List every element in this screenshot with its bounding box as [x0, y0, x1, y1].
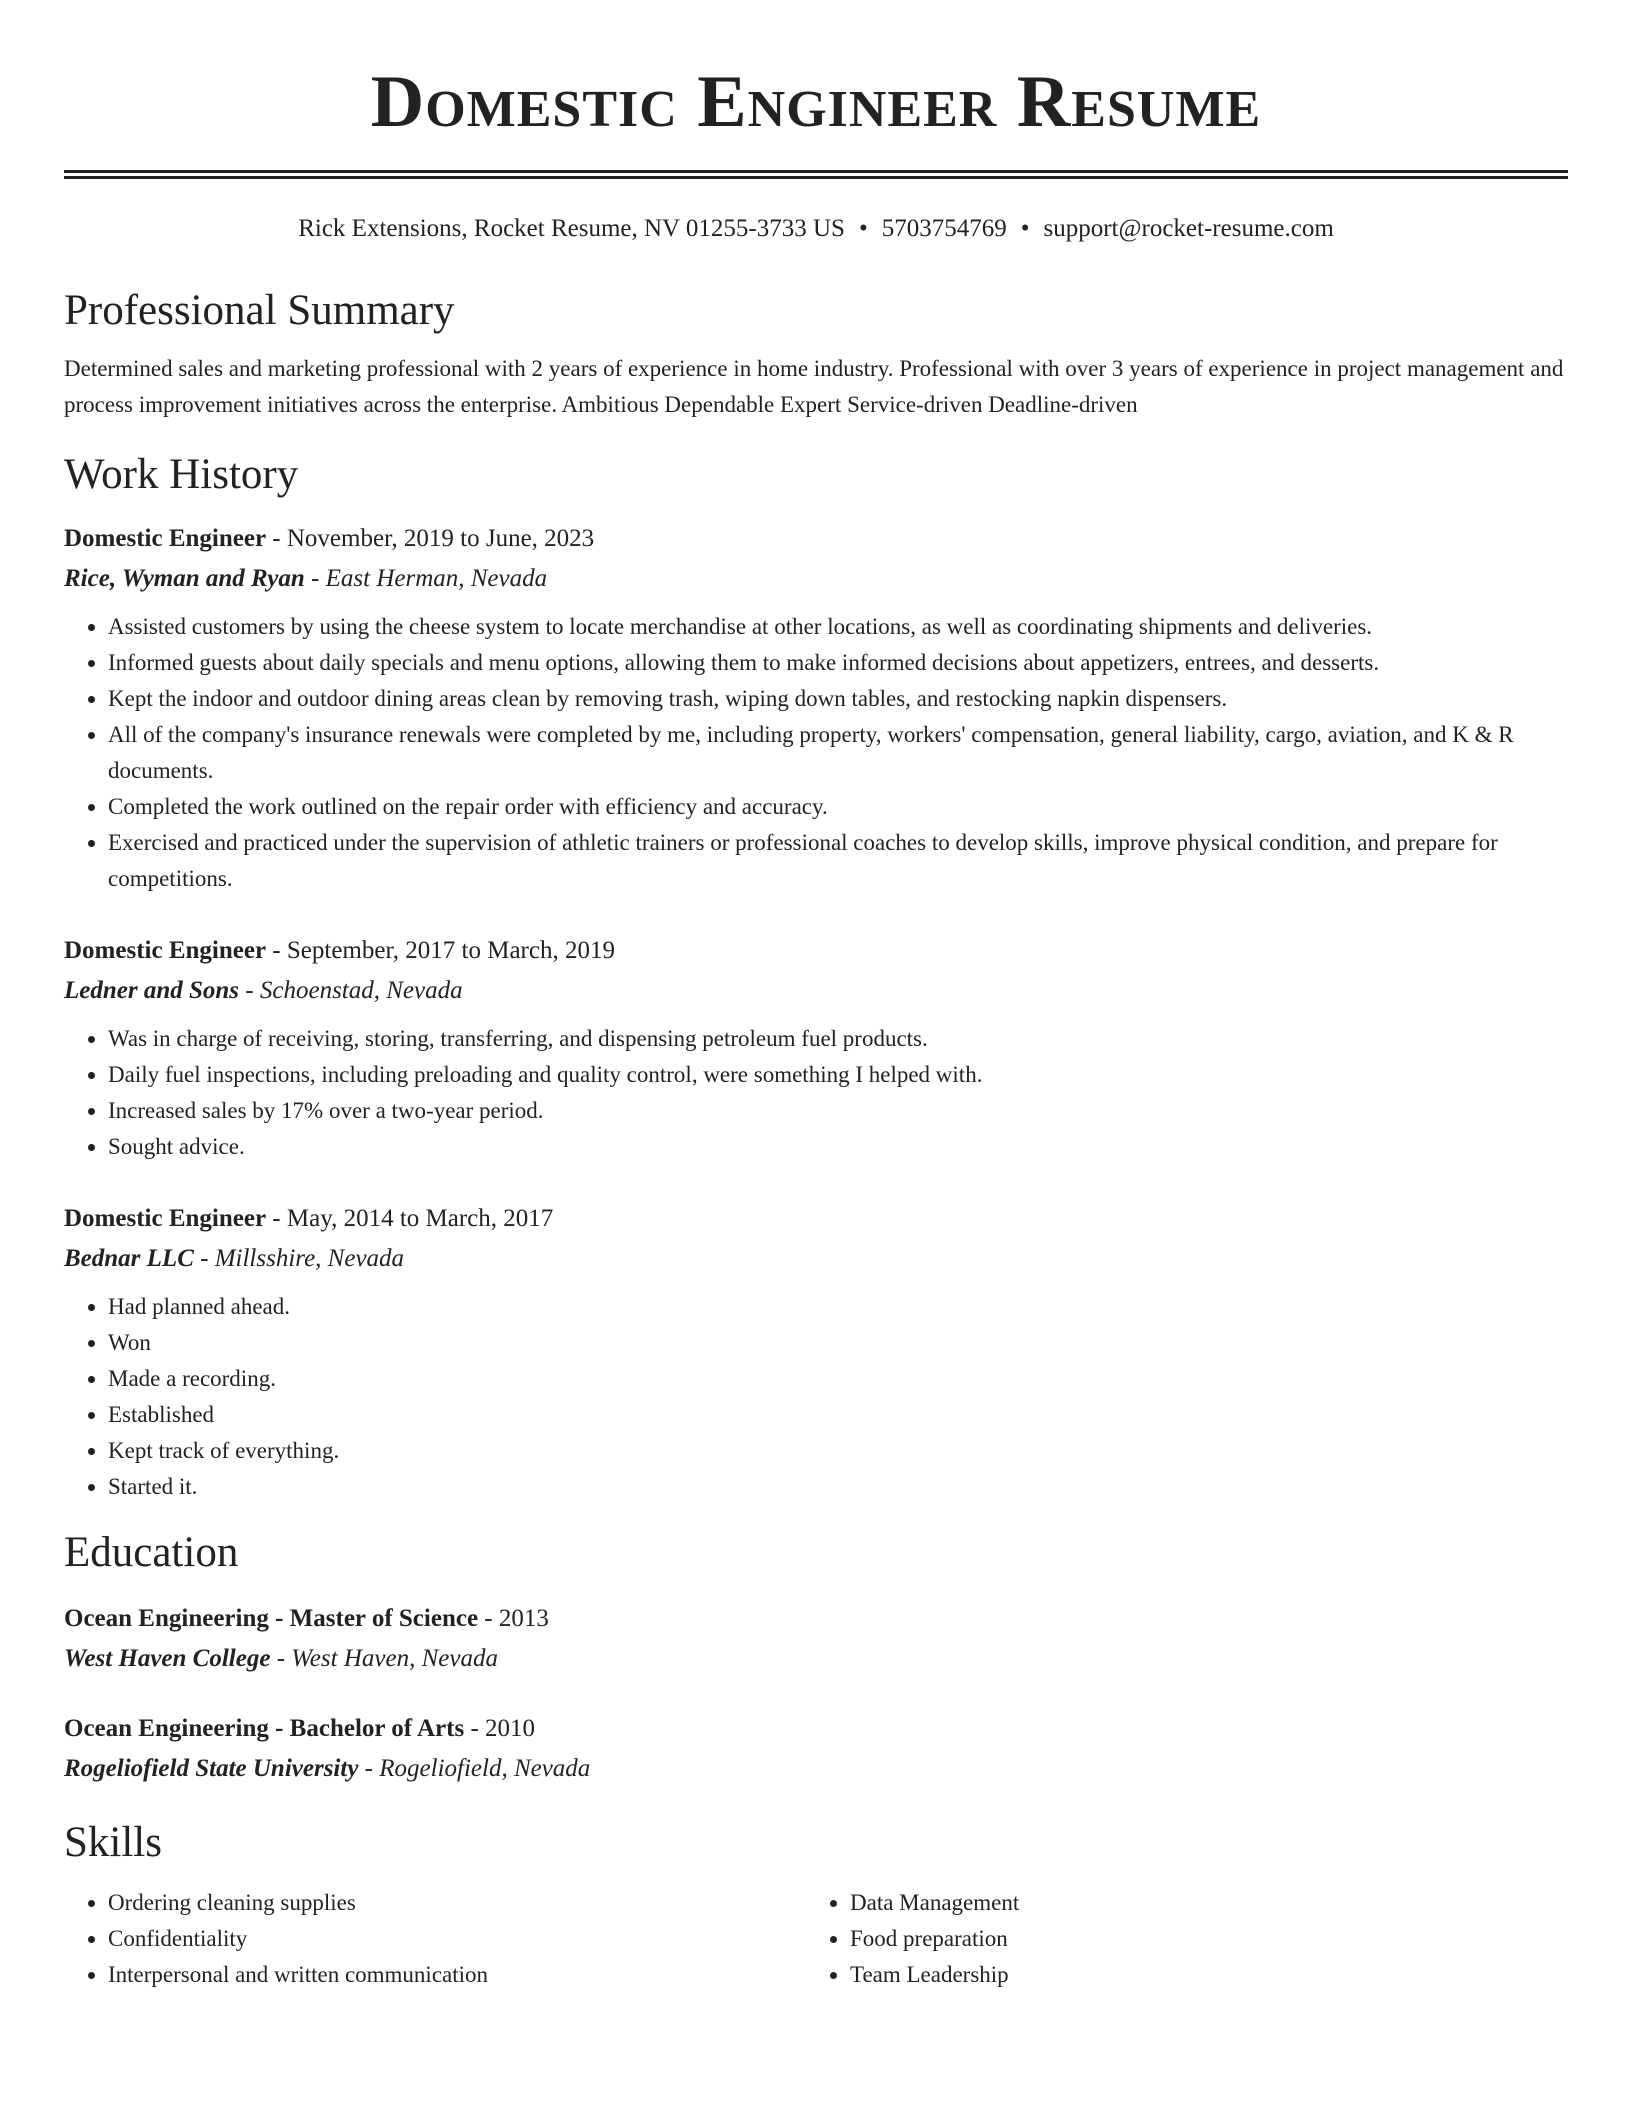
skill-item: • Ordering cleaning supplies [108, 1885, 806, 1921]
employer-line: Bednar LLC - Millsshire, Nevada [64, 1245, 405, 1272]
employer-location: Schoenstad, Nevada [259, 977, 463, 1004]
job-duties [64, 609, 1568, 897]
skills-column-left [64, 1885, 806, 1993]
duty-item: • Established [108, 1397, 1568, 1433]
duty-item: • Increased sales by 17% over a two-year period. [108, 1093, 1568, 1129]
employer-line: Rice, Wyman and Ryan - East Herman, Nevada [64, 565, 548, 592]
title-divider [64, 170, 1568, 179]
education-entry [64, 1709, 1568, 1789]
skill-item: • Team Leadership [850, 1957, 1548, 1993]
job-entry [64, 519, 1568, 897]
duty-item: • Informed guests about daily specials and menu options, allowing them to make informed decisions about appetizers, entrees, and desserts. [108, 645, 1568, 681]
degree-year: 2010 [485, 1715, 536, 1742]
school-name: Rogeliofield State University [64, 1755, 359, 1782]
job-title: Domestic Engineer [64, 525, 267, 552]
skills-grid [64, 1885, 1568, 1993]
duty-item: • Daily fuel inspections, including preloading and quality control, were something I helped with. [108, 1057, 1568, 1093]
duty-item: • Kept the indoor and outdoor dining areas clean by removing trash, wiping down tables, and restocking napkin dispensers. [108, 681, 1568, 717]
education-entry [64, 1599, 1568, 1679]
resume-title: Domestic Engineer Resume [370, 61, 1262, 143]
duty-item: • Sought advice. [108, 1129, 1568, 1165]
employer-name: Rice, Wyman and Ryan [64, 565, 305, 592]
employer-location: Millsshire, Nevada [214, 1245, 405, 1272]
job-entry [64, 931, 1568, 1165]
skills-list [64, 1885, 806, 1993]
duty-item: • Had planned ahead. [108, 1289, 1568, 1325]
school-line: Rogeliofield State University - Rogeliofield, Nevada [64, 1755, 591, 1782]
employer-name: Bednar LLC [64, 1245, 194, 1272]
employer-name: Ledner and Sons [64, 977, 240, 1004]
contact-email: support@rocket-resume.com [1043, 215, 1334, 242]
job-title: Domestic Engineer [64, 1205, 267, 1232]
degree-name: Ocean Engineering - Master of Science [64, 1605, 479, 1632]
duty-item: • Started it. [108, 1469, 1568, 1505]
duty-item: • Kept track of everything. [108, 1433, 1568, 1469]
employer-line: Ledner and Sons - Schoenstad, Nevada [64, 977, 463, 1004]
contact-address: Rick Extensions, Rocket Resume, NV 01255-3733 US [298, 215, 845, 242]
work-history-heading: Work History [64, 451, 299, 498]
employer-location: East Herman, Nevada [325, 565, 548, 592]
job-title: Domestic Engineer [64, 937, 267, 964]
job-dates: November, 2019 to June, 2023 [286, 525, 595, 552]
duty-item: • Was in charge of receiving, storing, transferring, and dispensing petroleum fuel products. [108, 1021, 1568, 1057]
skills-heading: Skills [64, 1819, 162, 1866]
summary-text: Determined sales and marketing professional with 2 years of experience in home industry. Professional with over 3 years of experience in project management and process improvement initiatives across the enterprise. Ambitious Dependable Expert Service-driven Deadline-driven [64, 356, 1564, 417]
duty-item: • All of the company's insurance renewals were completed by me, including property, workers' compensation, general liability, cargo, aviation, and K & R documents. [108, 717, 1568, 789]
job-dates: May, 2014 to March, 2017 [286, 1205, 554, 1232]
skill-item: • Interpersonal and written communication [108, 1957, 806, 1993]
school-line: West Haven College - West Haven, Nevada [64, 1645, 498, 1672]
degree-name: Ocean Engineering - Bachelor of Arts [64, 1715, 465, 1742]
job-title-line: Domestic Engineer - September, 2017 to March, 2019 [64, 937, 615, 964]
degree-line: Ocean Engineering - Master of Science - 2013 [64, 1605, 549, 1632]
school-location: Rogeliofield, Nevada [379, 1755, 591, 1782]
degree-line: Ocean Engineering - Bachelor of Arts - 2010 [64, 1715, 536, 1742]
skill-item: • Data Management [850, 1885, 1548, 1921]
skill-item: • Confidentiality [108, 1921, 806, 1957]
job-duties [64, 1021, 1568, 1165]
skills-column-right [806, 1885, 1548, 1993]
degree-year: 2013 [498, 1605, 549, 1632]
contact-separator: • [1020, 215, 1030, 242]
contact-phone: 5703754769 [881, 215, 1007, 242]
job-title-line: Domestic Engineer - May, 2014 to March, 2017 [64, 1205, 554, 1232]
duty-item: • Assisted customers by using the cheese system to locate merchandise at other locations, as well as coordinating shipments and deliveries. [108, 609, 1568, 645]
duty-item: • Won [108, 1325, 1568, 1361]
duty-item: • Exercised and practiced under the supervision of athletic trainers or professional coaches to develop skills, improve physical condition, and prepare for competitions. [108, 825, 1568, 897]
school-location: West Haven, Nevada [291, 1645, 498, 1672]
education-heading: Education [64, 1529, 239, 1576]
contact-line [64, 213, 1568, 245]
duty-item: • Made a recording. [108, 1361, 1568, 1397]
contact-separator: • [858, 215, 868, 242]
skills-list [806, 1885, 1548, 1993]
skill-item: • Food preparation [850, 1921, 1548, 1957]
summary-heading: Professional Summary [64, 287, 455, 334]
school-name: West Haven College [64, 1645, 271, 1672]
job-entry [64, 1199, 1568, 1505]
job-duties [64, 1289, 1568, 1505]
duty-item: • Completed the work outlined on the repair order with efficiency and accuracy. [108, 789, 1568, 825]
job-dates: September, 2017 to March, 2019 [286, 937, 615, 964]
job-title-line: Domestic Engineer - November, 2019 to June, 2023 [64, 525, 595, 552]
